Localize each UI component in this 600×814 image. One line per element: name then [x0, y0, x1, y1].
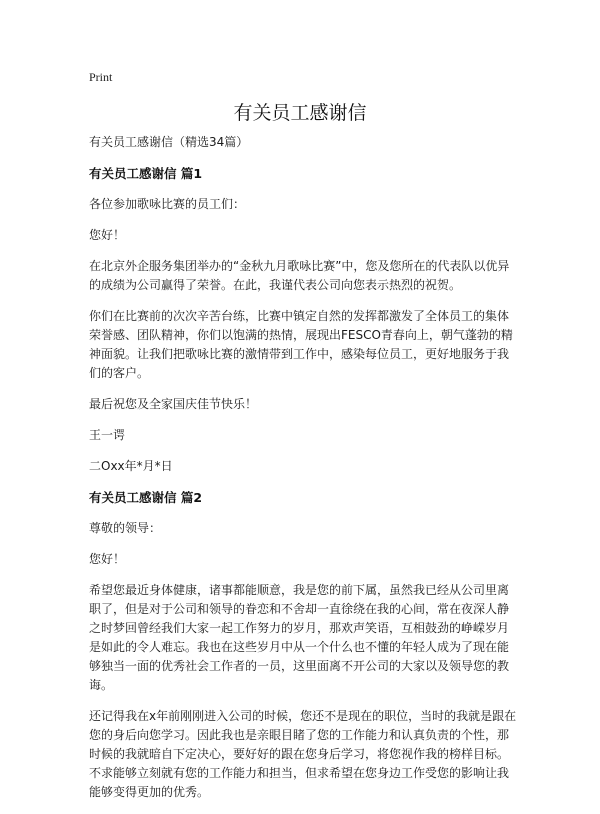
document-subtitle: 有关员工感谢信（精选34篇）: [89, 135, 249, 149]
section-heading: 有关员工感谢信 篇2: [89, 490, 203, 505]
paragraph: 在北京外企服务集团举办的“金秋九月歌咏比赛”中，您及您所在的代表队以优异的成绩为公司赢得了荣誉。在此，我谨代表公司向您表示热烈的祝贺。: [89, 259, 510, 292]
paragraph: 您好！: [89, 552, 126, 566]
paragraph: 二Oxx年*月*日: [89, 459, 173, 473]
print-link[interactable]: Print: [89, 70, 113, 84]
section-heading: 有关员工感谢信 篇1: [89, 166, 203, 181]
paragraph: 最后祝您及全家国庆佳节快乐！: [89, 397, 258, 411]
paragraph: 各位参加歌咏比赛的员工们：: [89, 197, 246, 211]
paragraph: 还记得我在x年前刚刚进入公司的时候，您还不是现在的职位，当时的我就是跟在您的身后向您学习。因此我也是亲眼目睹了您的工作能力和认真负责的个性，那时候的我就暗自下定决心，要好好的跟在您身后学习，将您视作我的榜样目标。不求能够立刻就有您的工作能力和担当，但求希望在您身边工作受您的影响让我能够变得更加的优秀。: [89, 709, 517, 799]
paragraph: 您好！: [89, 228, 126, 242]
paragraph: 尊敬的领导：: [89, 521, 162, 535]
paragraph: 你们在比赛前的次次辛苦台练，比赛中镇定自然的发挥都激发了全体员工的集体荣誉感、团队精神，你们以饱满的热情，展现出FESCO青春向上，朝气蓬勃的精神面貌。让我们把歌咏比赛的激情带到工作中，感染每位员工，更好地服务于我们的客户。: [89, 309, 513, 380]
paragraph: 希望您最近身体健康，诸事都能顺意，我是您的前下属，虽然我已经从公司里离职了，但是对于公司和领导的眷恋和不舍却一直徐绕在我的心间，常在夜深人静之时梦回曾经我们大家一起工作努力的岁月，那欢声笑语，互相鼓劲的峥嵘岁月是如此的令人难忘。我也在这些岁月中从一个什么也不懂的年轻人成为了现在能够独当一面的优秀社会工作者的一员，这里面离不开公司的大家以及领导您的教诲。: [89, 583, 510, 692]
document-body: [89, 133, 517, 814]
page-title: 有关员工感谢信: [233, 102, 367, 124]
paragraph: 王一谔: [89, 428, 126, 442]
